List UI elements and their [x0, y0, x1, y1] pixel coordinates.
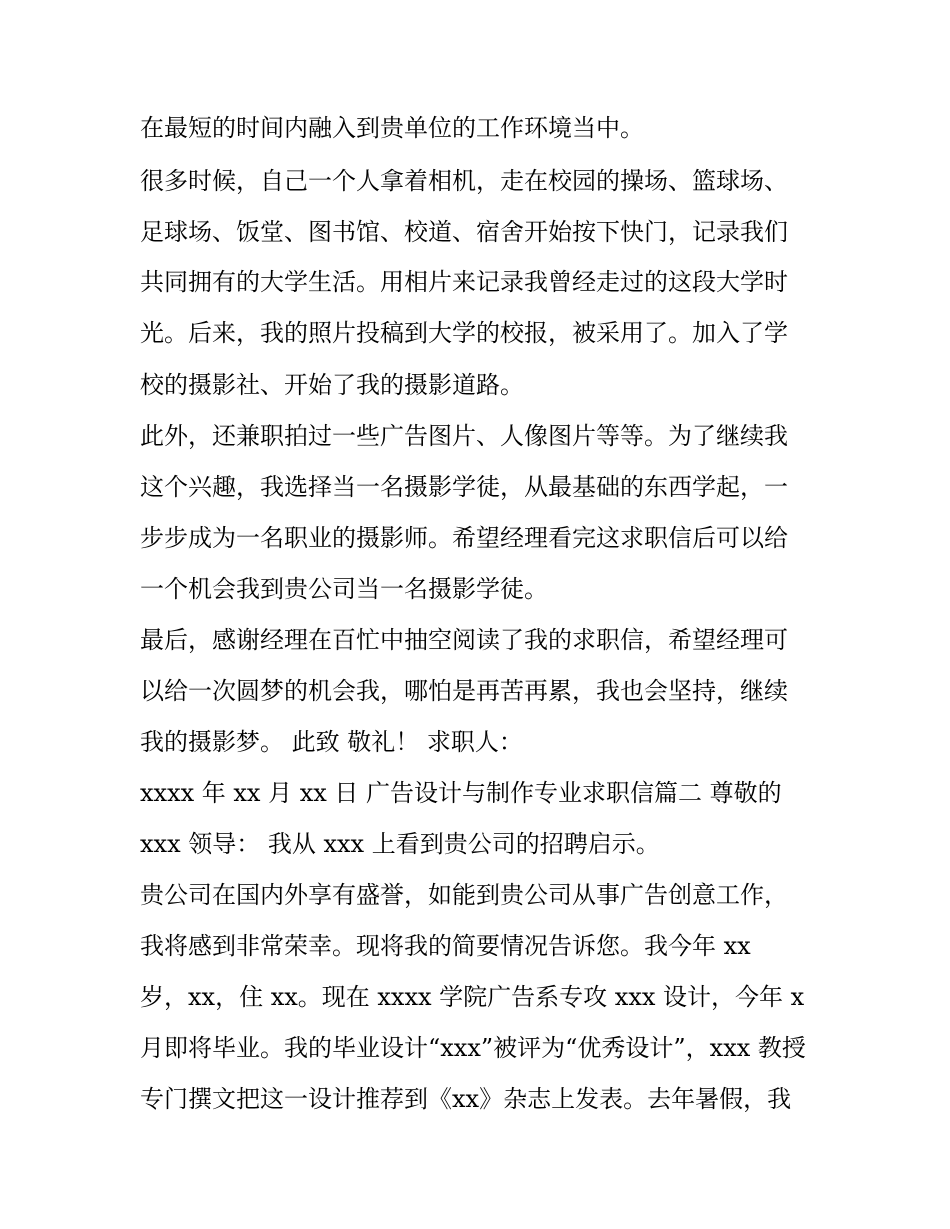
text-line: 共同拥有的大学生活。用相片来记录我曾经走过的这段大学时	[140, 268, 788, 296]
text-line: 我将感到非常荣幸。现将我的简要情况告诉您。我今年 xx	[140, 932, 751, 960]
text-line: 校的摄影社、开始了我的摄影道路。	[140, 371, 524, 399]
text-line: 贵公司在国内外享有盛誉，如能到贵公司从事广告创意工作，	[140, 881, 788, 909]
text-line: xxx 领导： 我从 xxx 上看到贵公司的招聘启示。	[140, 830, 660, 858]
text-line: 岁，xx，住 xx。现在 xxxx 学院广告系专攻 xxx 设计，今年 x	[140, 983, 805, 1011]
text-line: 专门撰文把这一设计推荐到《xx》杂志上发表。去年暑假，我	[140, 1085, 792, 1113]
text-line: 这个兴趣，我选择当一名摄影学徒，从最基础的东西学起，一	[140, 473, 788, 501]
text-line: 很多时候，自己一个人拿着相机，走在校园的操场、篮球场、	[140, 167, 788, 195]
text-line: 此外，还兼职拍过一些广告图片、人像图片等等。为了继续我	[140, 422, 788, 450]
text-line: xxxx 年 xx 月 xx 日 广告设计与制作专业求职信篇二 尊敬的	[140, 779, 782, 807]
text-line: 足球场、饭堂、图书馆、校道、宿舍开始按下快门，记录我们	[140, 218, 788, 246]
text-line: 步步成为一名职业的摄影师。希望经理看完这求职信后可以给	[140, 524, 788, 552]
text-line: 一个机会我到贵公司当一名摄影学徒。	[140, 575, 548, 603]
text-line: 以给一次圆梦的机会我，哪怕是再苦再累，我也会坚持，继续	[140, 677, 788, 705]
text-line: 在最短的时间内融入到贵单位的工作环境当中。	[140, 114, 644, 142]
text-line: 月即将毕业。我的毕业设计“xxx”被评为“优秀设计”，xxx 教授	[140, 1034, 806, 1062]
text-line: 我的摄影梦。 此致 敬礼！ 求职人：	[140, 728, 523, 756]
text-line: 最后，感谢经理在百忙中抽空阅读了我的求职信，希望经理可	[140, 626, 788, 654]
text-line: 光。后来，我的照片投稿到大学的校报，被采用了。加入了学	[140, 319, 788, 347]
